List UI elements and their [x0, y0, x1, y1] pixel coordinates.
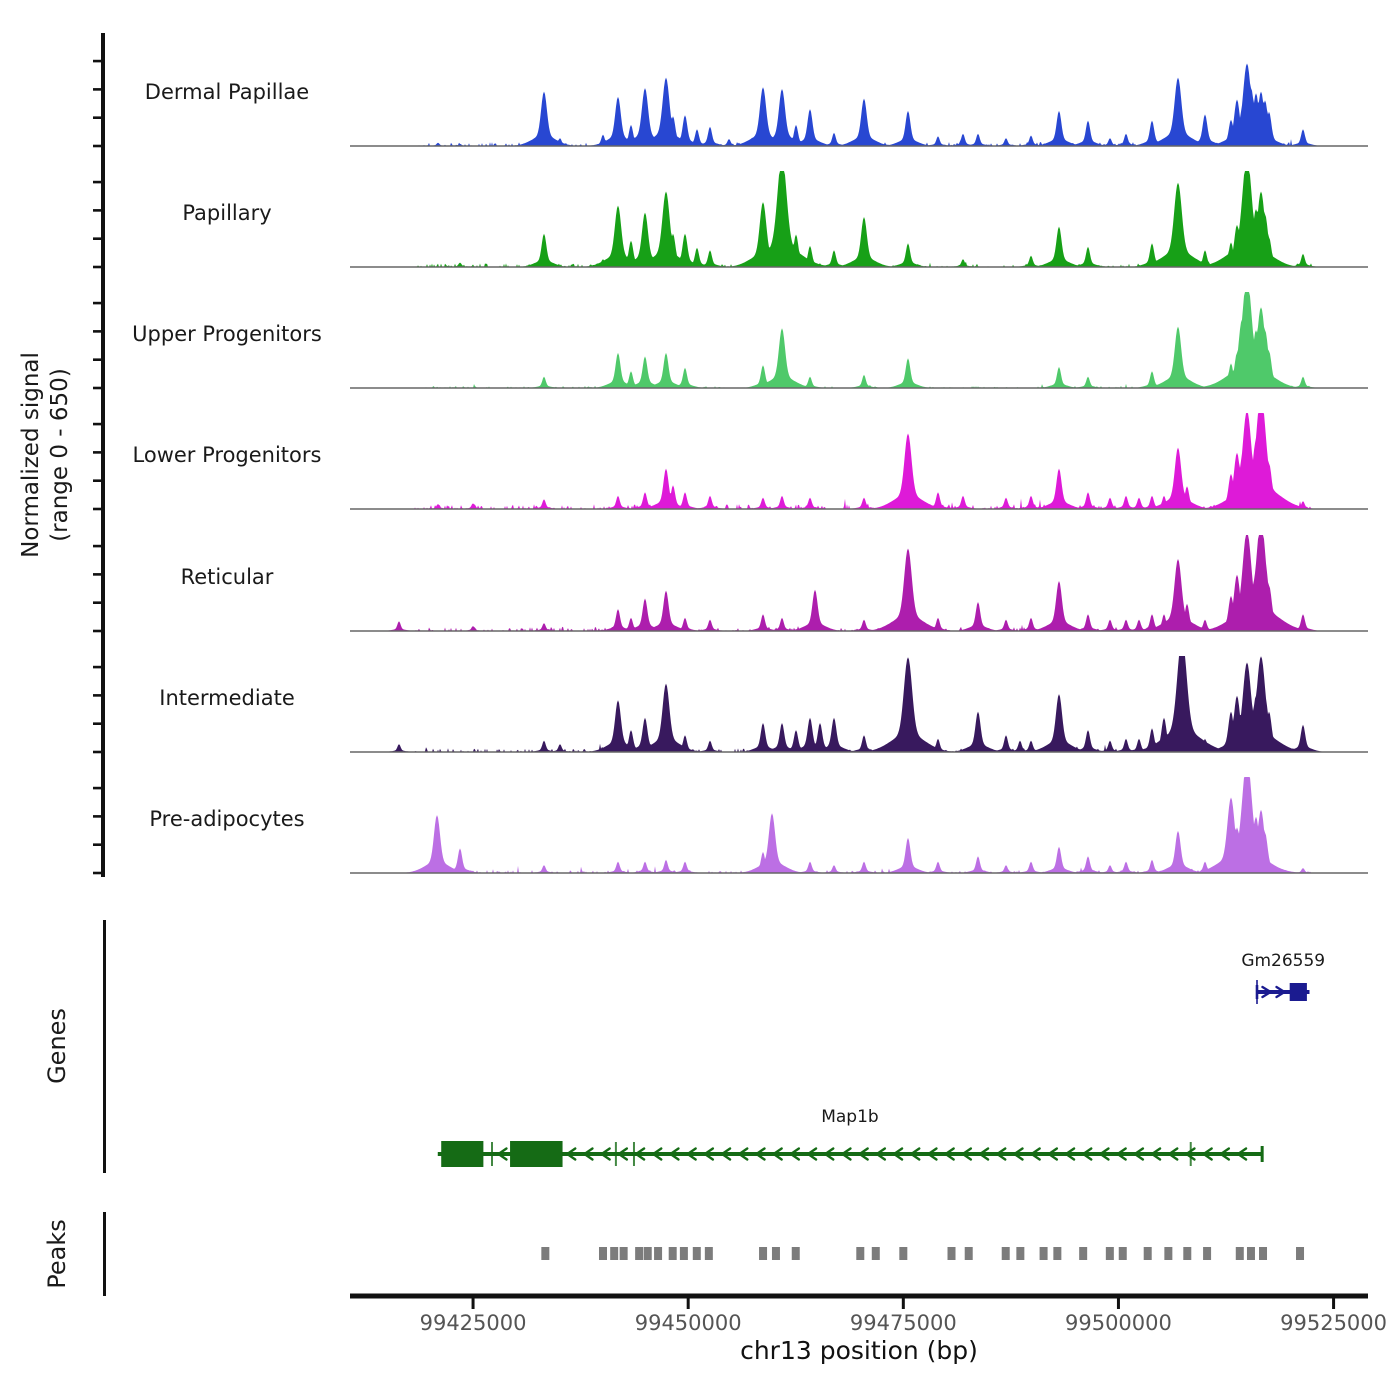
peak-call	[693, 1247, 701, 1260]
peak-call	[705, 1247, 713, 1260]
signal-area	[350, 292, 1368, 388]
peak-call	[1296, 1247, 1304, 1260]
peak-call	[1203, 1247, 1211, 1260]
peak-calls-layer	[350, 1245, 1368, 1263]
signal-area	[350, 64, 1368, 147]
x-tick-label: 99450000	[634, 1311, 742, 1335]
signal-track-intermediate	[350, 654, 1368, 754]
peak-call	[792, 1247, 800, 1260]
genes-section-axis-line	[103, 920, 106, 1173]
gene-model-map1b	[438, 1141, 1262, 1167]
peak-call	[1247, 1247, 1255, 1260]
peak-call	[965, 1247, 973, 1260]
peak-call	[610, 1247, 618, 1260]
genes-section-label: Genes	[43, 1008, 71, 1084]
signal-track-upper-progenitors	[350, 290, 1368, 390]
signal-track-lower-progenitors	[350, 411, 1368, 511]
signal-area	[350, 777, 1368, 873]
y-axis-label-line1: Normalized signal	[18, 352, 44, 558]
signal-area	[350, 413, 1368, 509]
track-label-lower-progenitors: Lower Progenitors	[132, 443, 322, 467]
gene-model-gm26559	[1257, 980, 1309, 1004]
peak-call	[772, 1247, 780, 1260]
gene-label-gm26559: Gm26559	[1241, 951, 1326, 971]
signal-track-papillary	[350, 169, 1368, 269]
gene-models-layer	[350, 920, 1368, 1220]
peak-call	[899, 1247, 907, 1260]
signal-area	[350, 171, 1368, 267]
peak-call	[669, 1247, 677, 1260]
track-label-dermal-papillae: Dermal Papillae	[144, 80, 310, 104]
exon-box	[441, 1141, 483, 1167]
peak-call	[599, 1247, 607, 1260]
gene-label-map1b: Map1b	[821, 1107, 879, 1127]
track-label-intermediate: Intermediate	[159, 686, 295, 710]
peak-call	[1164, 1247, 1172, 1260]
signal-area	[350, 535, 1368, 631]
peak-call	[1053, 1247, 1061, 1260]
peak-call	[1002, 1247, 1010, 1260]
peak-call	[1016, 1247, 1024, 1260]
peak-call	[1106, 1247, 1114, 1260]
peak-call	[1259, 1247, 1267, 1260]
signal-area	[350, 656, 1368, 752]
x-tick-label: 99475000	[849, 1311, 957, 1335]
y-axis-label-line2: (range 0 - 650)	[47, 368, 73, 542]
y-axis-label	[17, 352, 75, 558]
peaks-section-axis-line	[103, 1212, 106, 1296]
peak-call	[654, 1247, 662, 1260]
peak-call	[1040, 1247, 1048, 1260]
peak-call	[680, 1247, 688, 1260]
peak-call	[1079, 1247, 1087, 1260]
peak-call	[856, 1247, 864, 1260]
peak-call	[759, 1247, 767, 1260]
peak-call	[1236, 1247, 1244, 1260]
x-tick-label: 99525000	[1280, 1311, 1388, 1335]
exon-box	[510, 1141, 562, 1167]
signal-track-dermal-papillae	[350, 48, 1368, 148]
peak-call	[1144, 1247, 1152, 1260]
peak-call	[1183, 1247, 1191, 1260]
track-label-pre-adipocytes: Pre-adipocytes	[149, 807, 305, 831]
peaks-section-label: Peaks	[43, 1219, 71, 1289]
peak-call	[1119, 1247, 1127, 1260]
signal-track-reticular	[350, 533, 1368, 633]
peak-call	[948, 1247, 956, 1260]
x-axis-title: chr13 position (bp)	[740, 1336, 978, 1365]
track-label-reticular: Reticular	[180, 565, 274, 589]
signal-track-pre-adipocytes	[350, 775, 1368, 875]
x-tick-label: 99500000	[1064, 1311, 1172, 1335]
track-label-upper-progenitors: Upper Progenitors	[132, 322, 322, 346]
exon-box	[1290, 983, 1307, 1001]
peak-call	[620, 1247, 628, 1260]
peak-call	[644, 1247, 652, 1260]
peak-call	[541, 1247, 549, 1260]
track-label-papillary: Papillary	[182, 201, 272, 225]
peak-call	[635, 1247, 643, 1260]
peak-call	[872, 1247, 880, 1260]
x-tick-label: 99425000	[419, 1311, 527, 1335]
